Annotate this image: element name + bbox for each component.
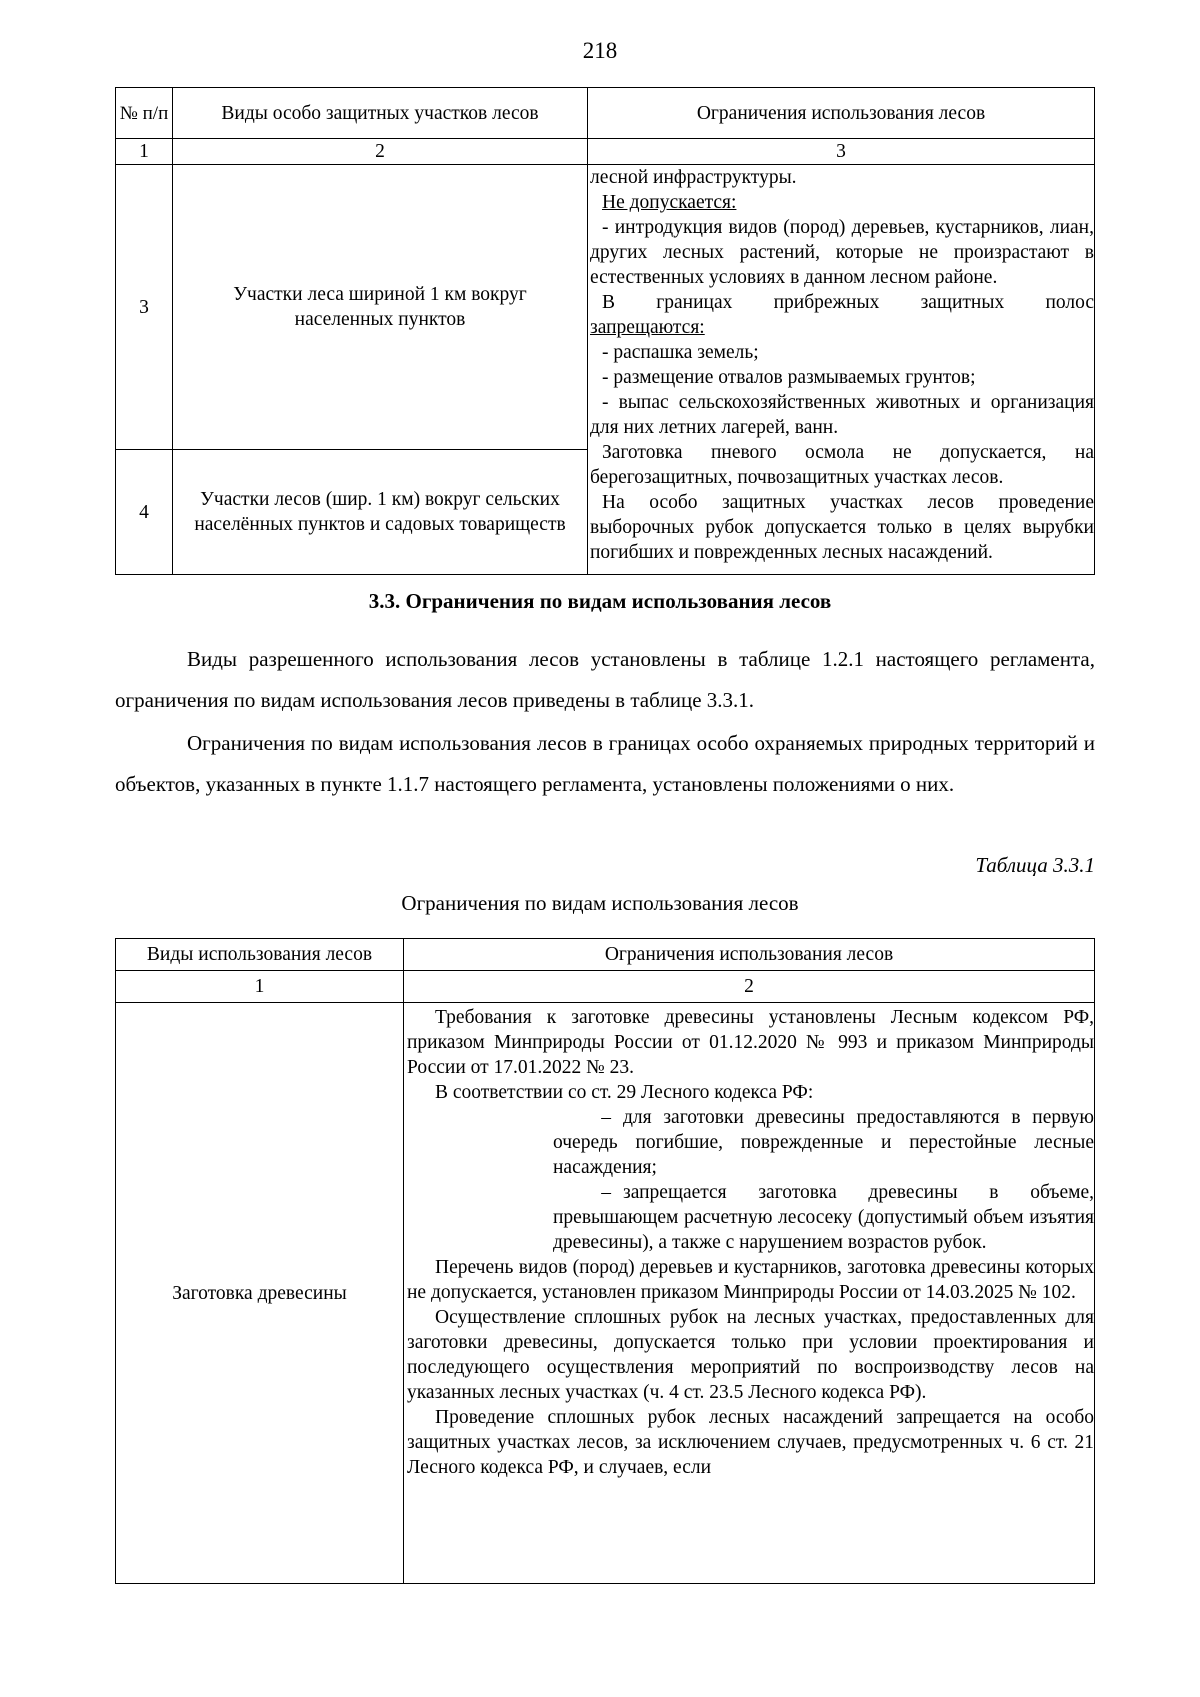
col-number: 3 bbox=[588, 139, 1095, 165]
section-title: 3.3. Ограничения по видам использования лесов bbox=[368, 589, 832, 613]
page-number: 218 bbox=[582, 38, 618, 63]
col-number: 1 bbox=[116, 139, 173, 165]
resin-restriction: Заготовка пневого осмола не допускается, на берегозащитных, почвозащитных участках лесов. bbox=[590, 442, 1094, 488]
row-num: 4 bbox=[116, 450, 173, 575]
prohibited-item: - размещение отвалов размываемых грунтов; bbox=[602, 367, 976, 388]
restriction-paragraph: В соответствии со ст. 29 Лесного кодекса РФ: bbox=[435, 1082, 814, 1103]
not-allowed-item: - интродукция видов (пород) деревьев, кустарников, лиан, других лесных растений, которые не произрастают в естественных условиях в данном лесном районе. bbox=[590, 217, 1094, 288]
header-num: № п/п bbox=[116, 88, 173, 139]
prohibited-heading: запрещаются: bbox=[590, 317, 705, 338]
table-caption: Таблица 3.3.1 bbox=[975, 853, 1095, 877]
col-number: 2 bbox=[173, 139, 588, 165]
table-header-row bbox=[116, 939, 1095, 971]
header-restriction: Ограничения использования лесов bbox=[404, 939, 1095, 971]
col-number: 1 bbox=[116, 971, 404, 1003]
restriction-paragraph: Требования к заготовке древесины установлены Лесным кодексом РФ, приказом Минприроды России от 01.12.2020 № 993 и приказом Минприроды России от 17.01.2022 № 23. bbox=[407, 1007, 1094, 1078]
row-num: 3 bbox=[116, 165, 173, 450]
prohibited-item: - распашка земель; bbox=[602, 342, 759, 363]
selective-felling-restriction: На особо защитных участках лесов проведение выборочных рубок допускается только в целях вырубки погибших и поврежденных лесных насаждений. bbox=[590, 492, 1094, 563]
dash-marker: – bbox=[601, 1107, 611, 1128]
header-type: Виды использования лесов bbox=[116, 939, 404, 971]
usage-restrictions-table bbox=[115, 938, 1095, 1584]
restriction-cell bbox=[588, 165, 1095, 575]
column-number-row bbox=[116, 139, 1095, 165]
not-allowed-heading: Не допускается: bbox=[602, 192, 737, 213]
row-type: Участки лесов (шир. 1 км) вокруг сельских населённых пунктов и садовых товариществ bbox=[173, 450, 588, 575]
protective-areas-table bbox=[115, 87, 1095, 575]
restriction-paragraph: Осуществление сплошных рубок на лесных участках, предоставленных для заготовки древесины, допускается только при условии проектирования и последующего осуществления мероприятий по воспроизводству лесов на указанных лесных участках (ч. 4 ст. 23.5 Лесного кодекса РФ). bbox=[407, 1307, 1094, 1403]
table-row bbox=[116, 165, 1095, 450]
restriction-line: лесной инфраструктуры. bbox=[590, 167, 797, 188]
table-title: Ограничения по видам использования лесов bbox=[401, 891, 799, 915]
row-type: Участки леса шириной 1 км вокруг населенных пунктов bbox=[173, 165, 588, 450]
row-type: Заготовка древесины bbox=[116, 1003, 404, 1584]
dash-marker: – bbox=[601, 1182, 611, 1203]
restriction-cell bbox=[404, 1003, 1095, 1584]
header-type: Виды особо защитных участков лесов bbox=[173, 88, 588, 139]
dash-item: для заготовки древесины предоставляются в первую очередь погибшие, поврежденные и перестойные лесные насаждения; bbox=[553, 1107, 1094, 1178]
coastal-heading: В границах прибрежных защитных полос bbox=[602, 292, 1094, 313]
restriction-paragraph: Проведение сплошных рубок лесных насаждений запрещается на особо защитных участках лесов, за исключением случаев, предусмотренных ч. 6 ст. 21 Лесного кодекса РФ, и случаев, если bbox=[407, 1407, 1094, 1478]
section-paragraph: Ограничения по видам использования лесов в границах особо охраняемых природных территорий и объектов, указанных в пункте 1.1.7 настоящего регламента, установлены положениями о них. bbox=[115, 731, 1095, 796]
restriction-paragraph: Перечень видов (пород) деревьев и кустарников, заготовка древесины которых не допускается, установлен приказом Минприроды России от 14.03.2025 № 102. bbox=[407, 1257, 1094, 1303]
table-row bbox=[116, 1003, 1095, 1584]
col-number: 2 bbox=[404, 971, 1095, 1003]
table-header-row bbox=[116, 88, 1095, 139]
prohibited-item: - выпас сельскохозяйственных животных и организация для них летних лагерей, ванн. bbox=[590, 392, 1094, 438]
section-paragraph: Виды разрешенного использования лесов установлены в таблице 1.2.1 настоящего регламента, ограничения по видам использования лесов приведены в таблице 3.3.1. bbox=[115, 647, 1095, 712]
column-number-row bbox=[116, 971, 1095, 1003]
dash-item: запрещается заготовка древесины в объеме, превышающем расчетную лесосеку (допустимый объем изъятия древесины), а также с нарушением возрастов рубок. bbox=[553, 1182, 1094, 1253]
header-restriction: Ограничения использования лесов bbox=[588, 88, 1095, 139]
